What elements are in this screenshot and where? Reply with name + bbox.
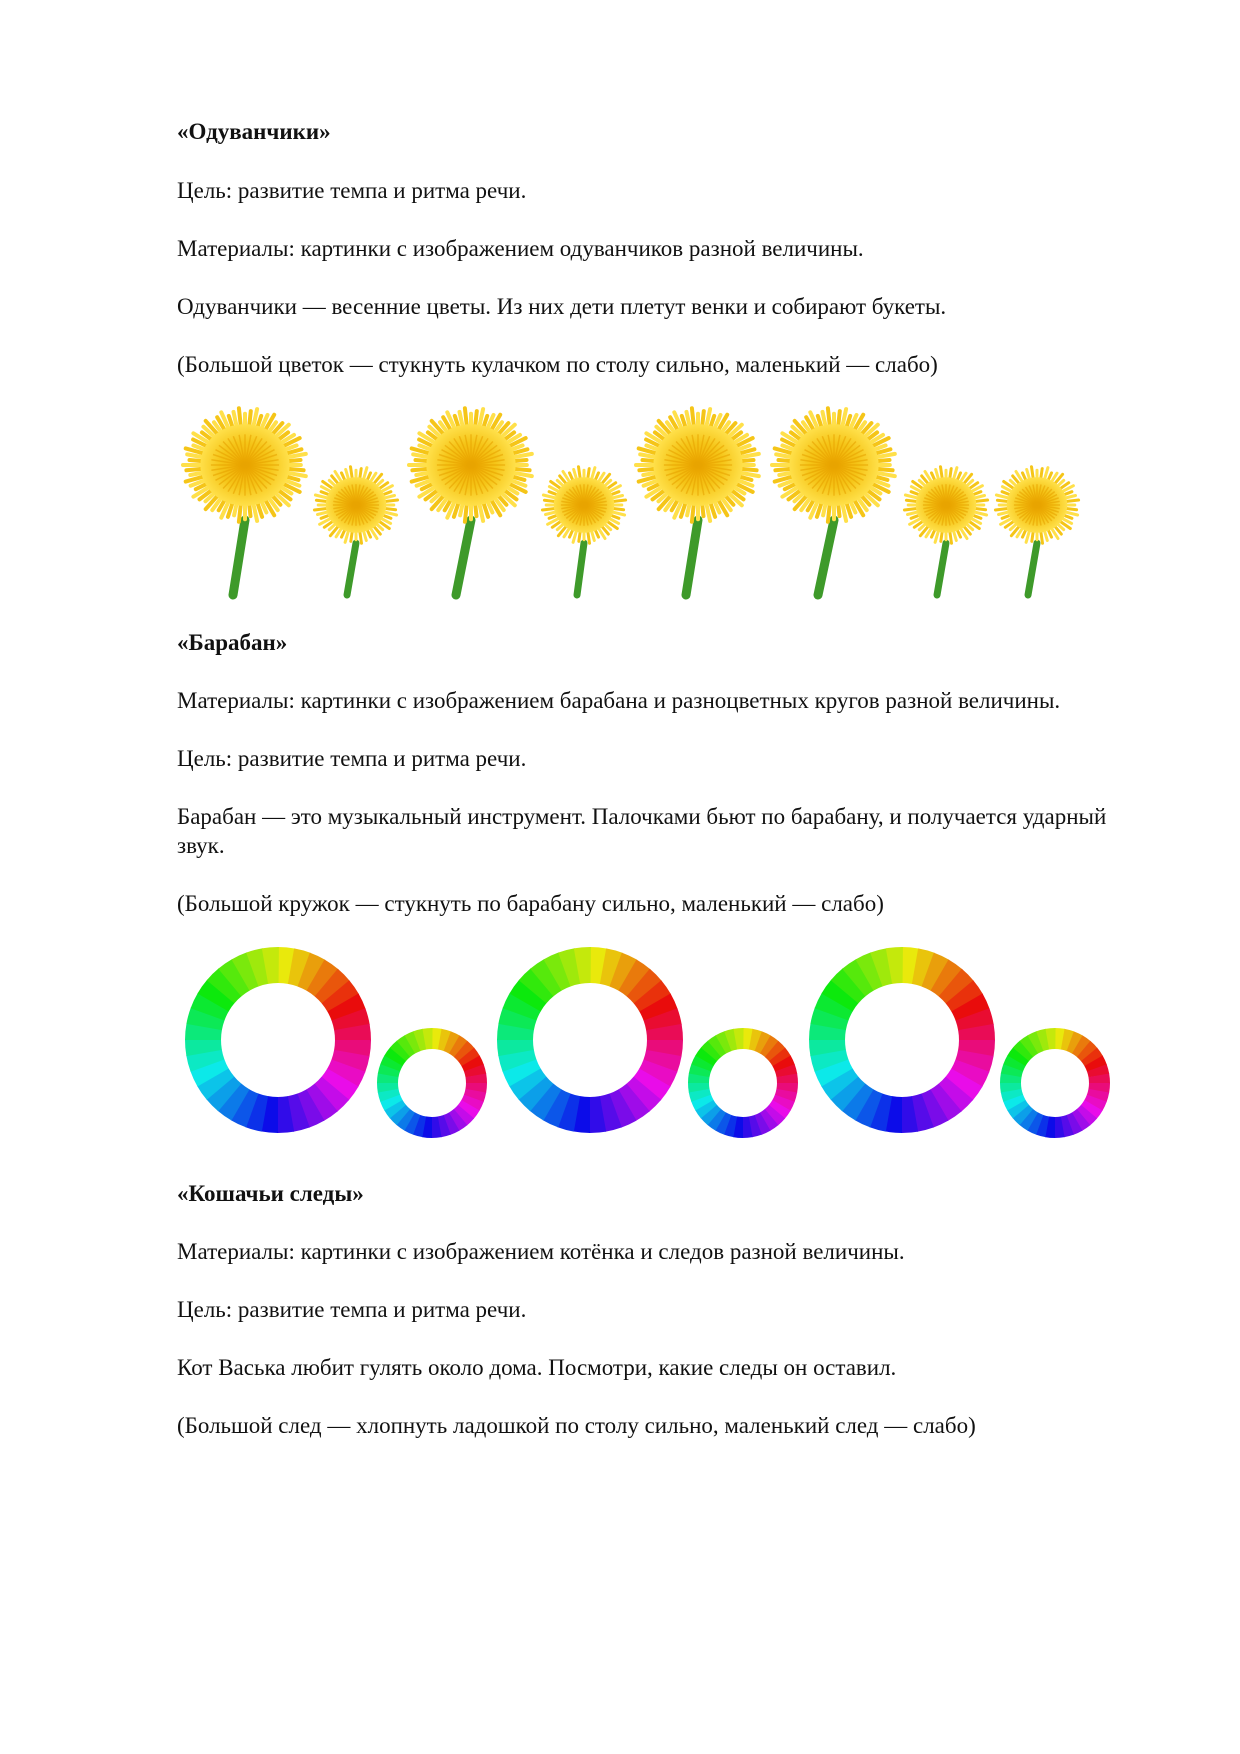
small-dandelion (314, 467, 397, 595)
description-line: Барабан — это музыкальный инструмент. Палочками бьют по барабану, и получается ударный звук. (177, 804, 1107, 858)
description-line: Одуванчики — весенние цветы. Из них дети плетут венки и собирают букеты. (177, 294, 947, 319)
goal-line: Цель: развитие темпа и ритма речи. (177, 746, 527, 771)
small-color-ring (688, 1028, 798, 1138)
dandelion-picture (0, 395, 1240, 600)
big-dandelion (636, 408, 759, 595)
instruction-line: (Большой кружок — стукнуть по барабану сильно, маленький — слабо) (177, 891, 884, 916)
big-dandelion (409, 408, 532, 595)
materials-line: Материалы: картинки с изображением одуванчиков разной величины. (177, 236, 864, 261)
instruction-line: (Большой цветок — стукнуть кулачком по столу сильно, маленький — слабо) (177, 352, 938, 377)
big-color-ring (185, 947, 371, 1133)
instruction-line: (Большой след — хлопнуть ладошкой по столу сильно, маленький след — слабо) (177, 1413, 976, 1438)
materials-line: Материалы: картинки с изображением барабана и разноцветных кругов разной величины. (177, 688, 1061, 713)
section-title-cat-tracks: «Кошачьи следы» (177, 1181, 364, 1206)
section-title-drum: «Барабан» (177, 630, 288, 655)
big-dandelion (772, 408, 895, 595)
big-color-ring (497, 947, 683, 1133)
small-dandelion (995, 467, 1078, 595)
goal-line: Цель: развитие темпа и ритма речи. (177, 178, 527, 203)
goal-line: Цель: развитие темпа и ритма речи. (177, 1297, 527, 1322)
description-line: Кот Васька любит гулять около дома. Посмотри, какие следы он оставил. (177, 1355, 897, 1380)
color-rings-picture (0, 945, 1240, 1145)
big-color-ring (809, 947, 995, 1133)
small-dandelion (542, 467, 625, 595)
big-dandelion (183, 408, 306, 595)
small-dandelion (904, 467, 987, 595)
small-color-ring (1000, 1028, 1110, 1138)
section-title-dandelions: «Одуванчики» (177, 119, 331, 144)
small-color-ring (377, 1028, 487, 1138)
materials-line: Материалы: картинки с изображением котёнка и следов разной величины. (177, 1239, 905, 1264)
